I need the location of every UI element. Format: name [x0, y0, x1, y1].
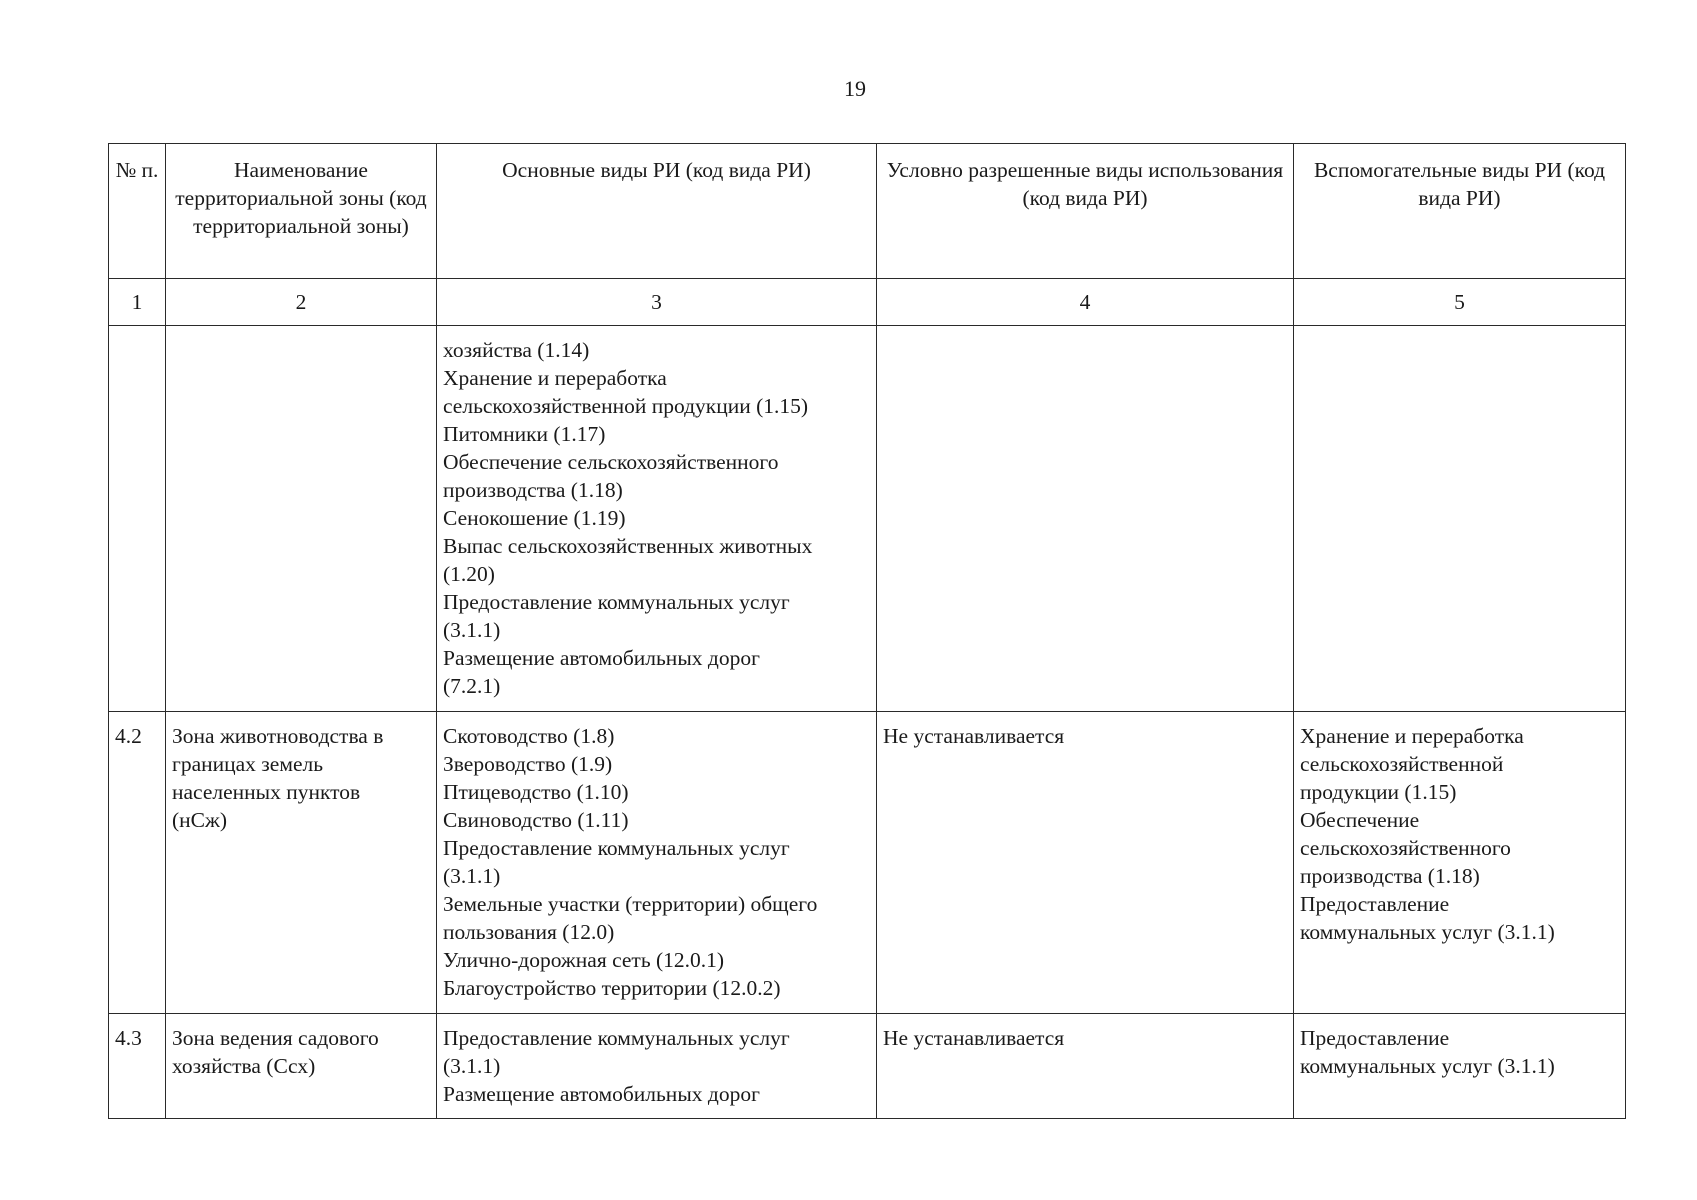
cell-text-line: Не устанавливается [883, 1026, 1065, 1050]
cell-text-line: Зона животноводства в [172, 724, 384, 748]
header-auxiliary-uses: Вспомогательные виды РИ (код вида РИ) [1294, 144, 1626, 279]
cell-text-line: Обеспечение [1300, 808, 1420, 832]
cell-text-line: продукции (1.15) [1300, 780, 1457, 804]
conditional-uses-cell [877, 326, 1294, 712]
column-number: 3 [437, 279, 877, 326]
cell-text-line: (3.1.1) [443, 1054, 501, 1078]
cell-text-line: Предоставление коммунальных услуг [443, 836, 790, 860]
cell-text-line: (1.20) [443, 562, 495, 586]
cell-text-line: сельскохозяйственного [1300, 836, 1511, 860]
conditional-uses-cell [877, 712, 1294, 1014]
column-number-row [109, 279, 1626, 326]
cell-text-line: населенных пунктов [172, 780, 361, 804]
cell-text-line: Обеспечение сельскохозяйственного [443, 450, 779, 474]
auxiliary-uses-cell [1294, 1014, 1626, 1119]
zone-name-cell [166, 1014, 437, 1119]
main-uses-cell [437, 1014, 877, 1119]
cell-text-line: Скотоводство (1.8) [443, 724, 615, 748]
header-number: № п. [109, 144, 166, 279]
cell-text-line: Хранение и переработка [1300, 724, 1524, 748]
row-number-cell: 4.3 [109, 1014, 166, 1119]
cell-text-line: Птицеводство (1.10) [443, 780, 629, 804]
cell-text-line: Выпас сельскохозяйственных животных [443, 534, 813, 558]
cell-text-line: хозяйства (1.14) [443, 338, 590, 362]
cell-text-line: Свиноводство (1.11) [443, 808, 629, 832]
cell-text-line: производства (1.18) [1300, 864, 1480, 888]
cell-text-line: границах земель [172, 752, 324, 776]
cell-text-line: сельскохозяйственной [1300, 752, 1504, 776]
auxiliary-uses-cell [1294, 712, 1626, 1014]
cell-text-line: Предоставление [1300, 1026, 1450, 1050]
cell-text-line: (3.1.1) [443, 864, 501, 888]
land-use-table [108, 143, 1626, 1119]
cell-text-line: Зона ведения садового [172, 1026, 379, 1050]
table-row [109, 1014, 1626, 1119]
table-row [109, 712, 1626, 1014]
cell-text-line: Не устанавливается [883, 724, 1065, 748]
cell-text-line: Предоставление коммунальных услуг [443, 590, 790, 614]
cell-text-line: Сенокошение (1.19) [443, 506, 626, 530]
cell-text-line: (3.1.1) [443, 618, 501, 642]
cell-text-line: производства (1.18) [443, 478, 623, 502]
cell-text-line: Предоставление коммунальных услуг [443, 1026, 790, 1050]
main-uses-cell [437, 326, 877, 712]
row-number-cell [109, 326, 166, 712]
cell-text-line: Предоставление [1300, 892, 1450, 916]
page-number: 19 [844, 76, 866, 101]
main-uses-cell [437, 712, 877, 1014]
auxiliary-uses-cell [1294, 326, 1626, 712]
cell-text-line: пользования (12.0) [443, 920, 615, 944]
cell-text-line: сельскохозяйственной продукции (1.15) [443, 394, 809, 418]
zone-name-cell [166, 712, 437, 1014]
column-number: 1 [109, 279, 166, 326]
header-conditional-uses: Условно разрешенные виды использования (код вида РИ) [877, 144, 1294, 279]
cell-text-line: Питомники (1.17) [443, 422, 606, 446]
cell-text-line: Хранение и переработка [443, 366, 667, 390]
cell-text-line: хозяйства (Ссх) [172, 1054, 316, 1078]
table-row [109, 326, 1626, 712]
row-number-cell: 4.2 [109, 712, 166, 1014]
header-main-uses: Основные виды РИ (код вида РИ) [437, 144, 877, 279]
column-number: 4 [877, 279, 1294, 326]
conditional-uses-cell [877, 1014, 1294, 1119]
cell-text-line: Благоустройство территории (12.0.2) [443, 976, 781, 1000]
cell-text-line: (7.2.1) [443, 674, 501, 698]
cell-text-line: коммунальных услуг (3.1.1) [1300, 920, 1555, 944]
cell-text-line: Земельные участки (территории) общего [443, 892, 818, 916]
zone-name-cell [166, 326, 437, 712]
cell-text-line: (нСж) [172, 808, 228, 832]
cell-text-line: Звероводство (1.9) [443, 752, 613, 776]
column-number: 2 [166, 279, 437, 326]
table-header-row [109, 144, 1626, 279]
column-number: 5 [1294, 279, 1626, 326]
cell-text-line: Размещение автомобильных дорог [443, 646, 760, 670]
header-zone-name: Наименование территориальной зоны (код территориальной зоны) [166, 144, 437, 279]
cell-text-line: коммунальных услуг (3.1.1) [1300, 1054, 1555, 1078]
cell-text-line: Улично-дорожная сеть (12.0.1) [443, 948, 725, 972]
cell-text-line: Размещение автомобильных дорог [443, 1082, 760, 1106]
